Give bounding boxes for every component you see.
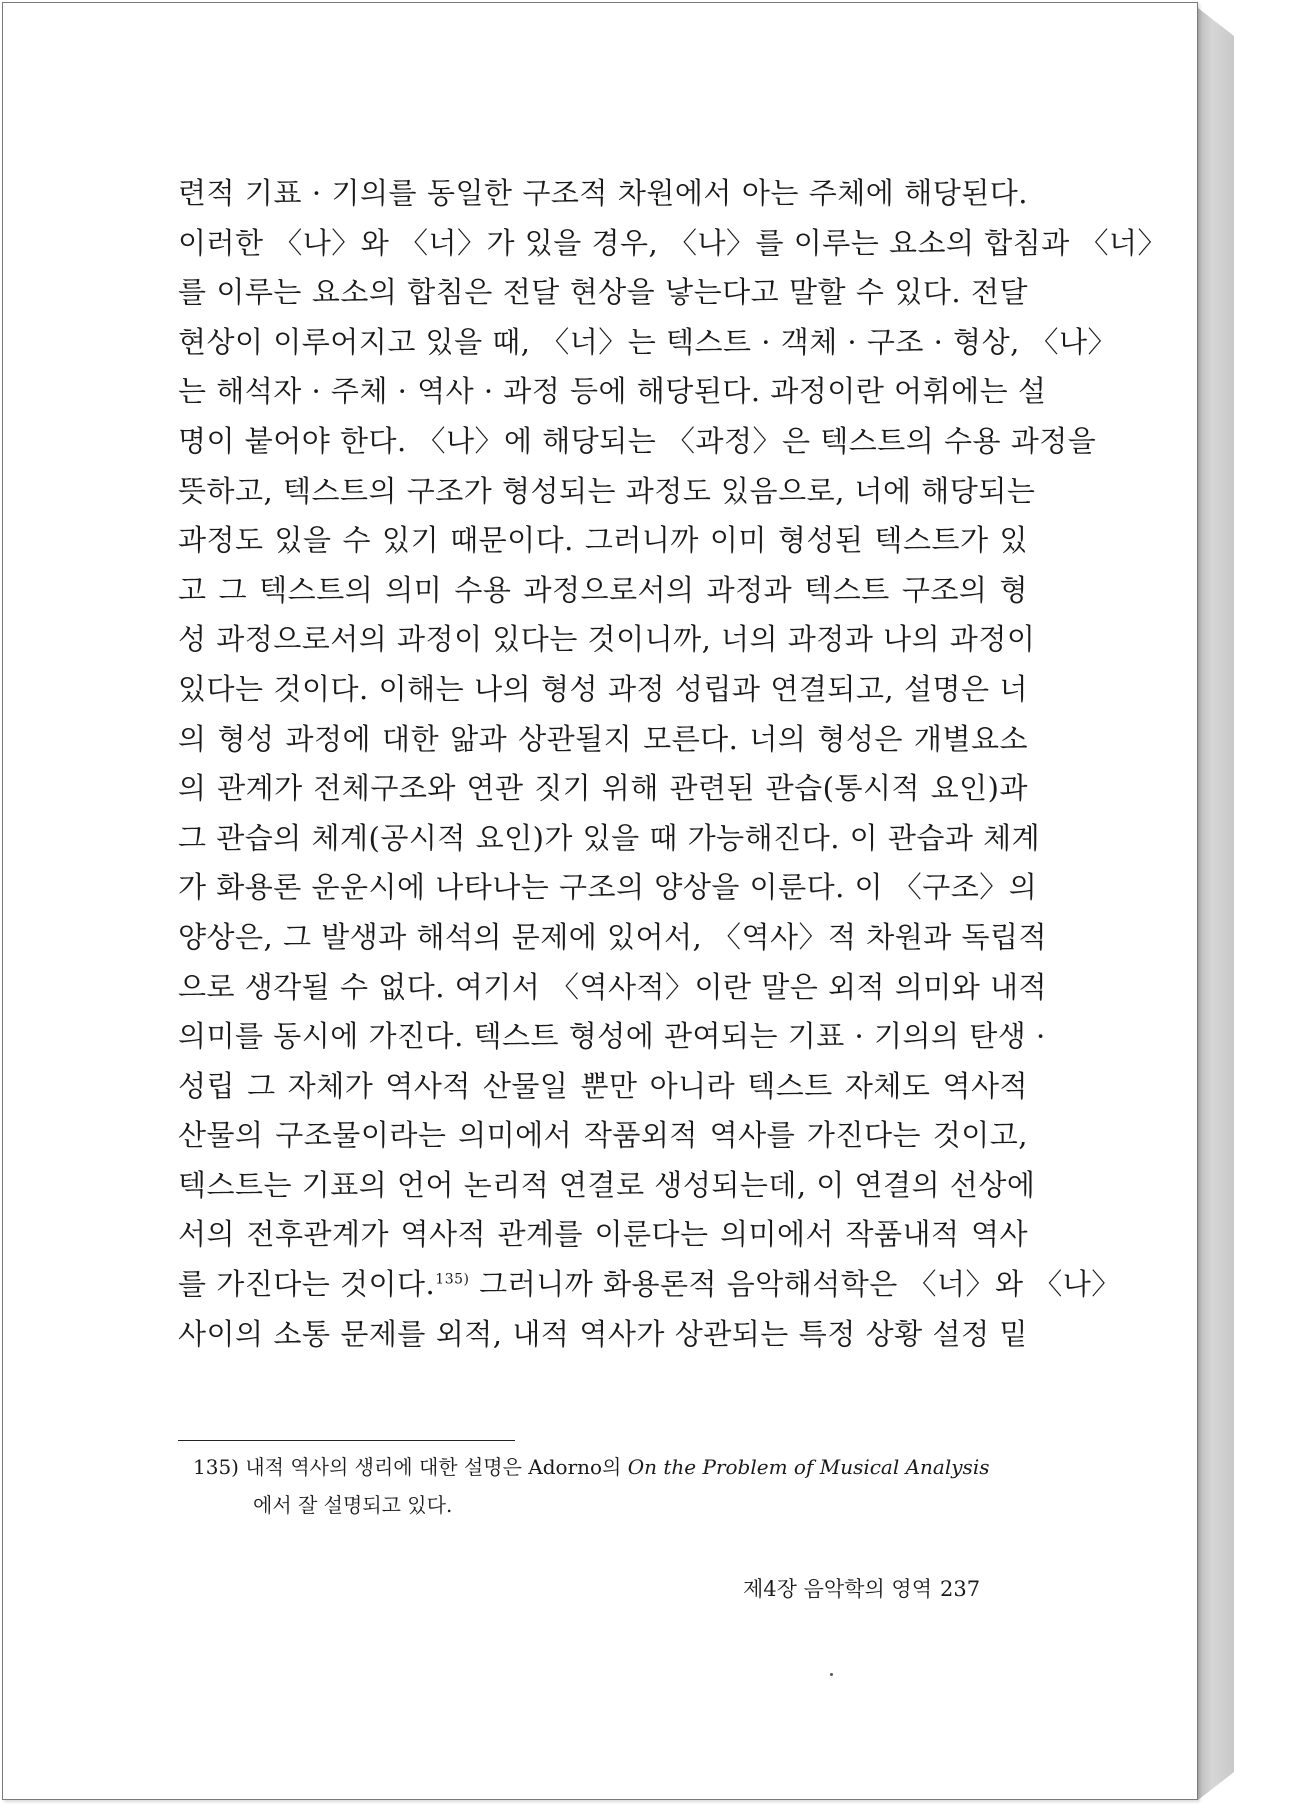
footnote-divider	[178, 1440, 515, 1441]
text-line: 의미를 동시에 가진다. 텍스트 형성에 관여되는 기표 · 기의의 탄생 ·	[178, 1019, 1046, 1054]
page-stack-edge	[1198, 8, 1234, 1800]
text-line: 양상은, 그 발생과 해석의 문제에 있어서, 〈역사〉적 차원과 독립적	[178, 919, 1048, 954]
text-line: 이러한 〈나〉와 〈너〉가 있을 경우, 〈나〉를 이루는 요소의 합침과 〈너〉	[178, 225, 1168, 260]
text-line: 과정도 있을 수 있기 때문이다. 그러니까 이미 형성된 텍스트가 있	[178, 523, 1028, 558]
text-line: 사이의 소통 문제를 외적, 내적 역사가 상관되는 특정 상황 설정 밑	[178, 1316, 1028, 1351]
text-line-with-footnote-ref	[178, 1260, 1121, 1310]
text-line: 는 해석자 · 주체 · 역사 · 과정 등에 해당된다. 과정이란 어휘에는 설	[178, 374, 1047, 409]
text-line: 성 과정으로서의 과정이 있다는 것이니까, 너의 과정과 나의 과정이	[178, 622, 1036, 657]
text-line: 서의 전후관계가 역사적 관계를 이룬다는 의미에서 작품내적 역사	[178, 1217, 1028, 1252]
text-line: 련적 기표 · 기의를 동일한 구조적 차원에서 아는 주체에 해당된다.	[178, 176, 1028, 210]
scan-speck	[830, 1673, 833, 1676]
footnote-marker: 135)	[193, 1455, 239, 1479]
text-fragment: 그러니까 화용론적 음악해석학은 〈너〉와 〈나〉	[469, 1267, 1121, 1302]
text-line: 있다는 것이다. 이해는 나의 형성 과정 성립과 연결되고, 설명은 너	[178, 671, 1028, 706]
book-page	[2, 2, 1198, 1800]
text-line: 가 화용론 운운시에 나타나는 구조의 양상을 이룬다. 이 〈구조〉의	[178, 870, 1038, 905]
text-line: 산물의 구조물이라는 의미에서 작품외적 역사를 가진다는 것이고,	[178, 1118, 1028, 1153]
text-line: 의 형성 과정에 대한 앎과 상관될지 모른다. 너의 형성은 개별요소	[178, 721, 1028, 756]
text-line: 으로 생각될 수 없다. 여기서 〈역사적〉이란 말은 외적 의미와 내적	[178, 969, 1048, 1004]
text-fragment: 를 가진다는 것이다.	[178, 1267, 436, 1302]
text-line: 고 그 텍스트의 의미 수용 과정으로서의 과정과 텍스트 구조의 형	[178, 572, 1028, 607]
footnote-line	[193, 1448, 1028, 1486]
text-line: 를 이루는 요소의 합침은 전달 현상을 낳는다고 말할 수 있다. 전달	[178, 275, 1028, 310]
body-text	[178, 169, 1168, 1359]
text-line: 텍스트는 기표의 언어 논리적 연결로 생성되는데, 이 연결의 선상에	[178, 1167, 1036, 1202]
footnote	[193, 1448, 1028, 1524]
footnote-reference[interactable]: 135)	[435, 1271, 470, 1288]
footnote-text: 내적 역사의 생리에 대한 설명은 Adorno의	[238, 1455, 628, 1479]
text-line: 현상이 이루어지고 있을 때, 〈너〉는 텍스트 · 객체 · 구조 · 형상, 〈나〉	[178, 324, 1118, 359]
running-footer	[743, 1573, 1003, 1603]
text-line: 의 관계가 전체구조와 연관 짓기 위해 관련된 관습(통시적 요인)과	[178, 771, 1028, 806]
page-number: 237	[940, 1577, 981, 1601]
text-line: 그 관습의 체계(공시적 요인)가 있을 때 가능해진다. 이 관습과 체계	[178, 820, 1041, 855]
text-line: 성립 그 자체가 역사적 산물일 뿐만 아니라 텍스트 자체도 역사적	[178, 1068, 1028, 1103]
footnote-continuation: 에서 잘 설명되고 있다.	[253, 1493, 453, 1517]
chapter-title: 제4장 음악학의 영역	[743, 1577, 932, 1601]
text-line: 명이 붙어야 한다. 〈나〉에 해당되는 〈과정〉은 텍스트의 수용 과정을	[178, 423, 1097, 458]
text-line: 뜻하고, 텍스트의 구조가 형성되는 과정도 있음으로, 너에 해당되는	[178, 473, 1036, 508]
footnote-work-title: On the Problem of Musical Analysis	[627, 1455, 990, 1479]
